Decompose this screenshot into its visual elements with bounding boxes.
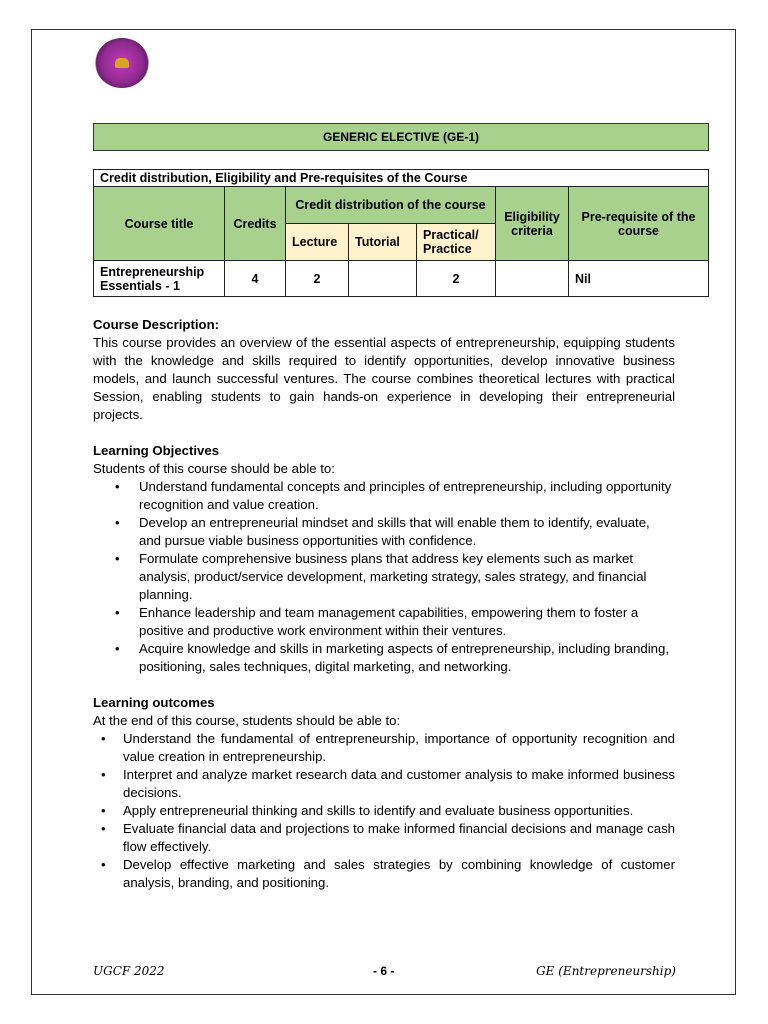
header-credits: Credits — [225, 187, 286, 261]
header-course-title: Course title — [94, 187, 225, 261]
header-practical: Practical/ Practice — [417, 224, 496, 261]
cell-eligibility — [496, 261, 569, 297]
cell-course-title: Entrepreneurship Essentials - 1 — [94, 261, 225, 297]
university-logo — [95, 38, 149, 88]
objectives-list — [93, 478, 675, 676]
header-credit-distribution: Credit distribution of the course — [286, 187, 496, 224]
credit-table — [93, 169, 709, 297]
footer-left: UGCF 2022 — [93, 964, 165, 978]
description-text: This course provides an overview of the essential aspects of entrepreneurship, equipping students with the knowledge and skills required to identify opportunities, develop innovative business models, and launch successful ventures. The course combines theoretical lectures with practical Session, enabling students to gain hands-on experience in developing their entrepreneurial projects. — [93, 335, 675, 422]
list-item: • Develop an entrepreneurial mindset and skills that will enable them to identify, evaluate, and pursue viable business opportunities with confidence. — [93, 514, 675, 550]
list-item: • Evaluate financial data and projections to make informed financial decisions and manage cash flow effectively. — [93, 820, 675, 856]
cell-lecture: 2 — [286, 261, 349, 297]
page-number: - 6 - — [373, 964, 395, 978]
header-lecture: Lecture — [286, 224, 349, 261]
objectives-intro: Students of this course should be able to: — [93, 461, 335, 476]
header-eligibility: Eligibility criteria — [496, 187, 569, 261]
list-item: • Acquire knowledge and skills in marketing aspects of entrepreneurship, including branding, positioning, sales techniques, digital marketing, and networking. — [93, 640, 675, 676]
outcomes-intro: At the end of this course, students should be able to: — [93, 713, 401, 728]
section-banner: GENERIC ELECTIVE (GE-1) — [93, 123, 709, 151]
elephant-icon — [115, 58, 129, 68]
table-caption: Credit distribution, Eligibility and Pre-requisites of the Course — [94, 170, 709, 187]
cell-prereq: Nil — [569, 261, 709, 297]
cell-credits: 4 — [225, 261, 286, 297]
list-item: • Understand fundamental concepts and principles of entrepreneurship, including opportunity recognition and value creation. — [93, 478, 675, 514]
list-item: • Interpret and analyze market research data and customer analysis to make informed business decisions. — [93, 766, 675, 802]
objectives-heading: Learning Objectives — [93, 443, 220, 458]
list-item: • Formulate comprehensive business plans that address key elements such as market analysis, product/service development, marketing strategy, sales strategy, and financial planning. — [93, 550, 675, 604]
list-item: • Enhance leadership and team management capabilities, empowering them to foster a positive and productive work environment within their ventures. — [93, 604, 675, 640]
cell-practical: 2 — [417, 261, 496, 297]
cell-tutorial — [349, 261, 417, 297]
table-row — [94, 261, 709, 297]
footer-right: GE (Entrepreneurship) — [536, 964, 676, 978]
outcomes-list — [93, 730, 675, 892]
description-heading: Course Description: — [93, 317, 220, 332]
header-prereq: Pre-requisite of the course — [569, 187, 709, 261]
list-item: • Understand the fundamental of entrepreneurship, importance of opportunity recognition and value creation in entrepreneurship. — [93, 730, 675, 766]
list-item: • Develop effective marketing and sales strategies by combining knowledge of customer analysis, branding, and positioning. — [93, 856, 675, 892]
header-tutorial: Tutorial — [349, 224, 417, 261]
list-item: • Apply entrepreneurial thinking and skills to identify and evaluate business opportunities. — [93, 802, 675, 820]
outcomes-heading: Learning outcomes — [93, 695, 215, 710]
course-content — [93, 316, 675, 892]
